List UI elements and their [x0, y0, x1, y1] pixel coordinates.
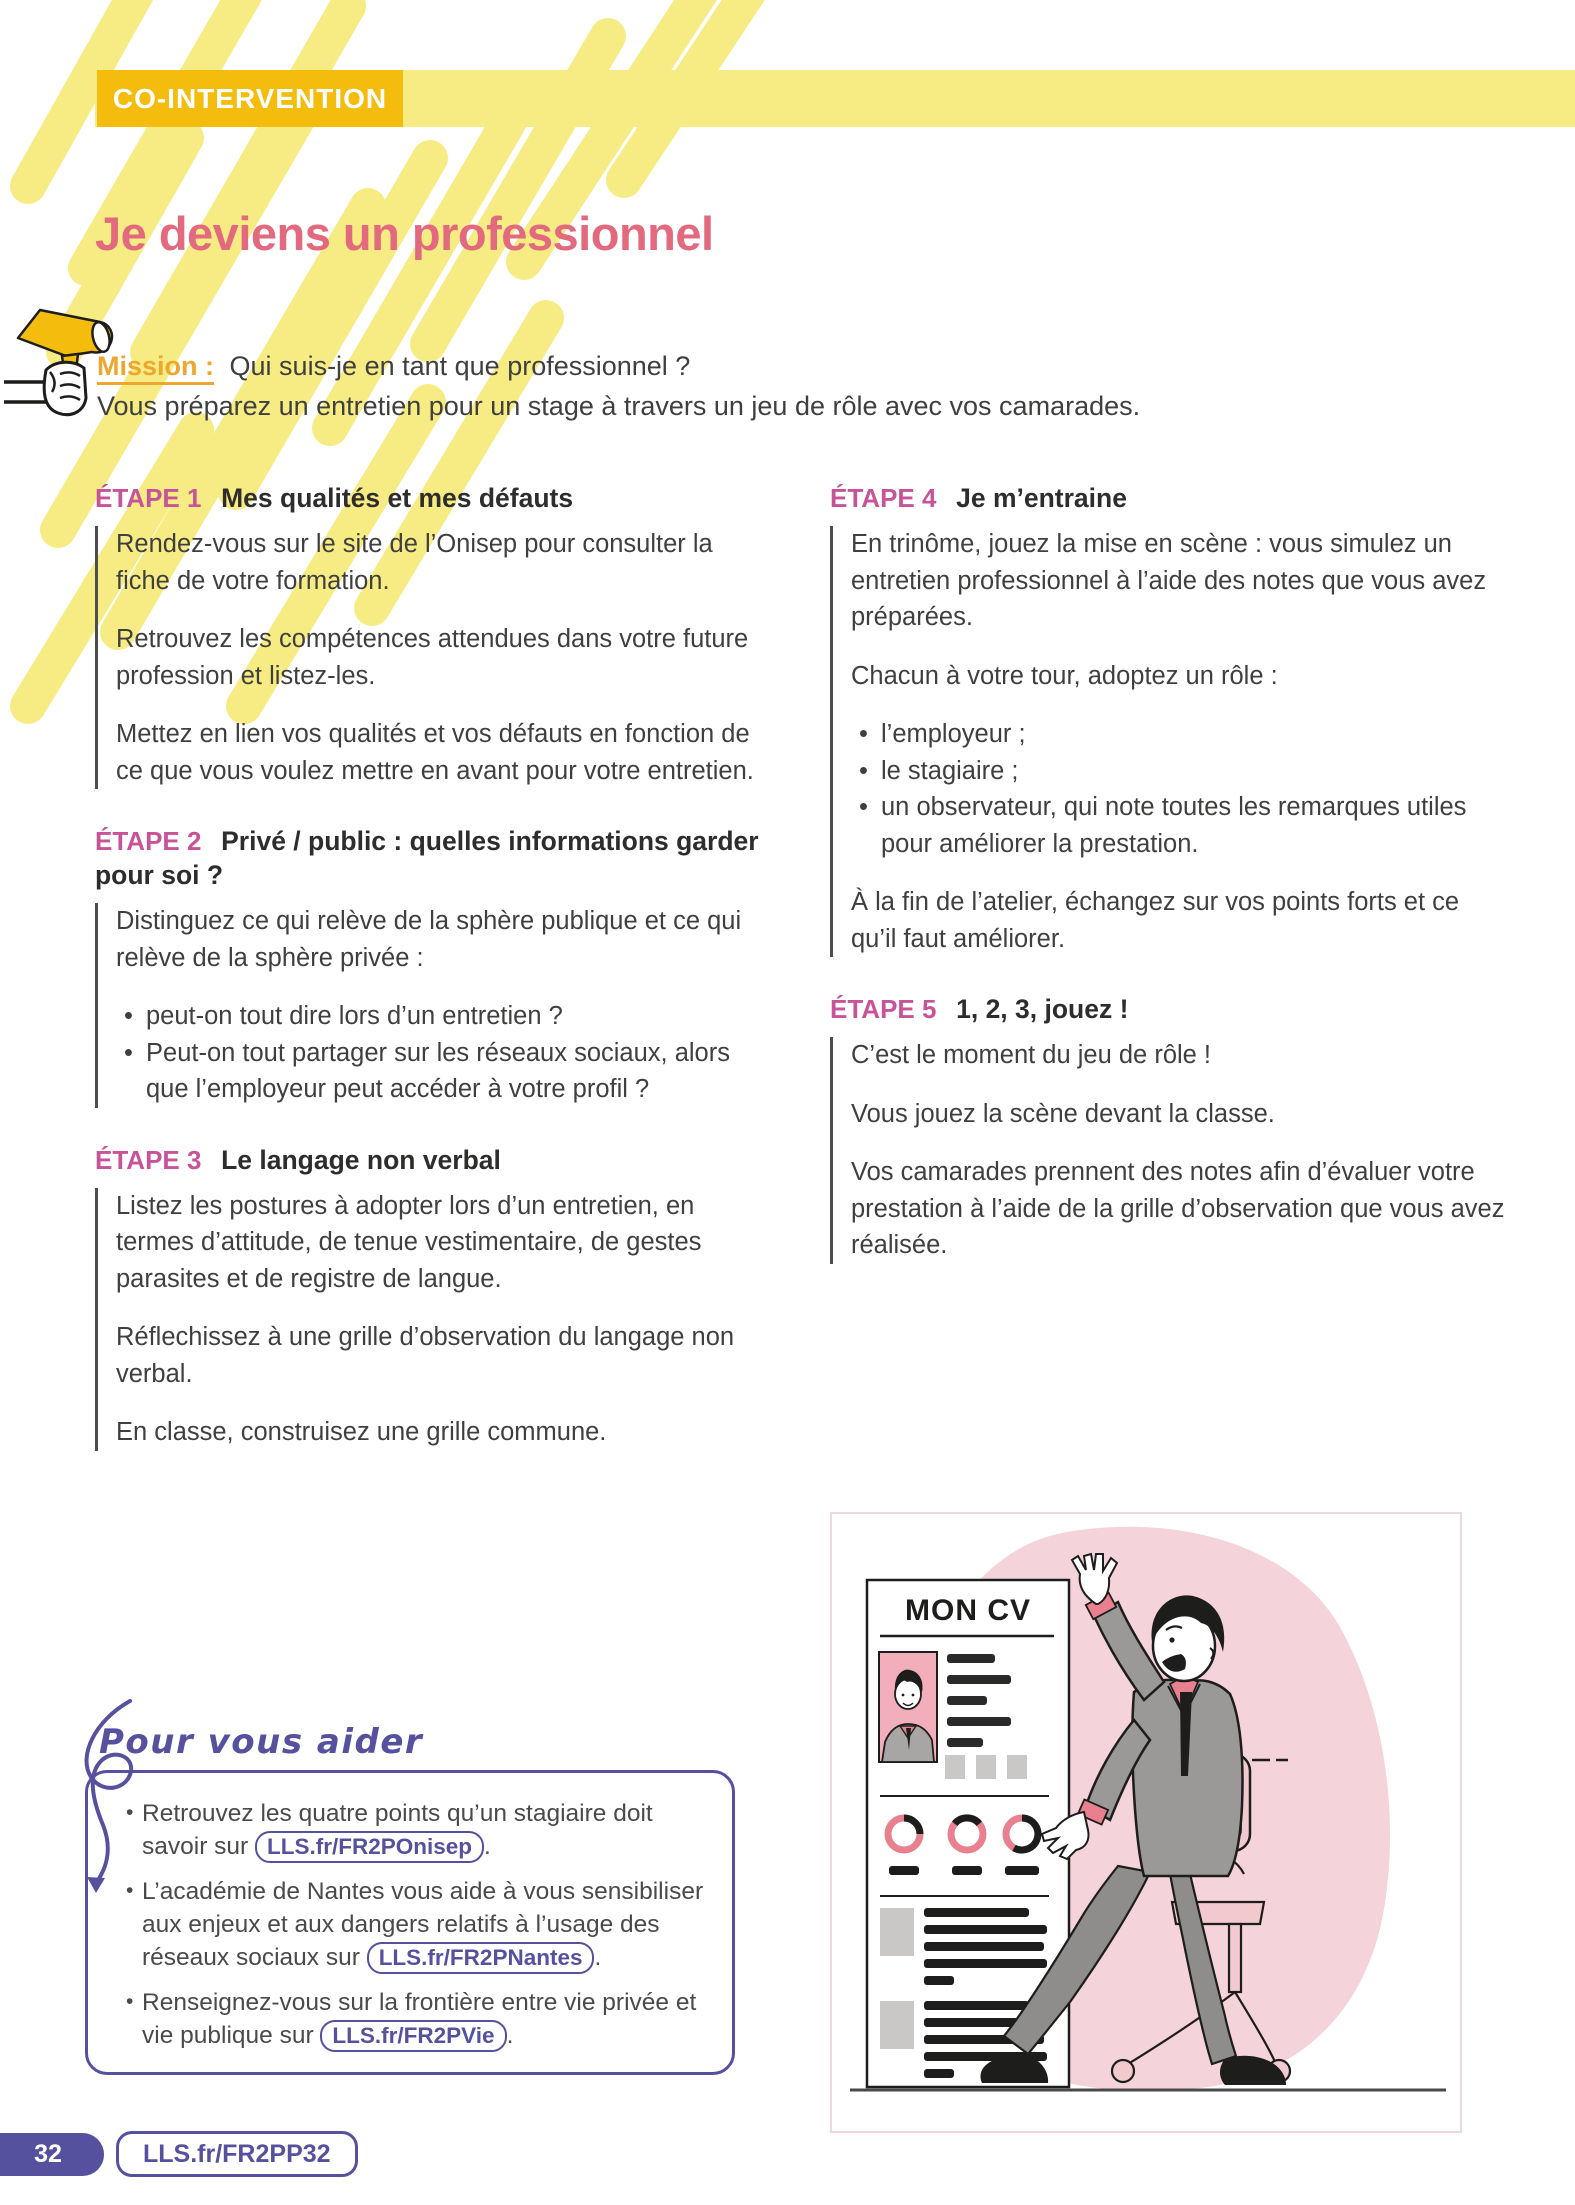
step-3-heading [95, 1144, 767, 1178]
list-item: • l’employeur ; [851, 716, 1506, 753]
step-2 [95, 825, 767, 1108]
step-5-body [830, 1037, 1506, 1264]
paragraph: Vos camarades prennent des notes afin d’évaluer votre prestation à l’aide de la grille d’observation que vous avez réalisée. [851, 1158, 1505, 1259]
step-4-label: ÉTAPE 4 [830, 483, 937, 513]
help-list [126, 1797, 706, 2052]
paragraph: En classe, construisez une grille commune. [116, 1418, 607, 1446]
footer-link-label: LLS.fr/FR2PP32 [143, 2139, 331, 2168]
help-text: Renseignez-vous sur la frontière entre vie privée et vie publique sur [142, 1989, 697, 2049]
step-3-title: Le langage non verbal [221, 1144, 501, 1175]
mission-line-1 [97, 346, 1277, 386]
page-number: 32 [34, 2140, 62, 2168]
step-2-heading [95, 825, 767, 893]
list-item: • un observateur, qui note toutes les remarques utiles pour améliorer la prestation. [851, 789, 1506, 862]
help-text: Retrouvez les quatre points qu’un stagiaire doit savoir sur [142, 1800, 653, 1860]
paragraph: Distinguez ce qui relève de la sphère publique et ce qui relève de la sphère privée : [116, 907, 742, 972]
paragraph: Chacun à votre tour, adoptez un rôle : [851, 661, 1278, 690]
mission-line-2: Vous préparez un entretien pour un stage à travers un jeu de rôle avec vos camarades. [97, 391, 1141, 421]
paragraph: En trinôme, jouez la mise en scène : vous simulez un entretien professionnel à l’aide des notes que vous avez préparées. [851, 530, 1487, 631]
step-4 [830, 482, 1506, 957]
mission-label: Mission : [97, 351, 214, 385]
mission-question: Qui suis-je en tant que professionnel ? [229, 351, 691, 381]
step-4-heading [830, 482, 1506, 516]
step-5-title: 1, 2, 3, jouez ! [956, 994, 1129, 1024]
step-1-title: Mes qualités et mes défauts [221, 483, 574, 513]
help-text: . [506, 2022, 514, 2049]
step-1-label: ÉTAPE 1 [95, 483, 202, 513]
list-item: • le stagiaire ; [851, 753, 1506, 790]
paragraph: Mettez en lien vos qualités et vos défauts en fonction de ce que vous voulez mettre en avant pour votre entretien. [116, 720, 754, 785]
help-section [85, 1722, 735, 2075]
section-banner [97, 70, 403, 127]
link-pill-nantes[interactable]: LLS.fr/FR2PNantes [367, 1942, 595, 1974]
step-2-label: ÉTAPE 2 [95, 826, 202, 856]
step-3-body [95, 1188, 767, 1451]
step-1-heading [95, 482, 767, 516]
cv-illustration [830, 1512, 1462, 2133]
paragraph: Retrouvez les compétences attendues dans votre future profession et listez-les. [116, 625, 749, 690]
help-item [126, 1797, 706, 1863]
paragraph: Rendez-vous sur le site de l’Onisep pour consulter la fiche de votre formation. [116, 530, 713, 595]
step-1-body [95, 526, 767, 789]
step-3 [95, 1144, 767, 1451]
help-item [126, 1986, 706, 2052]
step-5 [830, 993, 1506, 1264]
step-3-label: ÉTAPE 3 [95, 1144, 202, 1175]
paragraph: Listez les postures à adopter lors d’un entretien, en termes d’attitude, de tenue vestimentaire, de gestes parasites et de registre de langue. [116, 1191, 702, 1293]
cv-title: MON CV [905, 1594, 1031, 1627]
step-5-heading [830, 993, 1506, 1027]
help-text: . [594, 1944, 602, 1971]
help-text: L’académie de Nantes vous aide à vous sensibiliser aux enjeux et aux dangers relatifs à l’usage des réseaux sociaux sur [142, 1878, 704, 1971]
step-4-bullet-list [851, 716, 1506, 862]
help-box [85, 1770, 735, 2075]
paragraph: Réflechissez à une grille d’observation du langage non verbal. [116, 1323, 735, 1388]
help-item [126, 1875, 706, 1974]
right-column [830, 482, 1506, 1300]
footer-link-pill[interactable] [116, 2131, 358, 2177]
paragraph: C’est le moment du jeu de rôle ! [851, 1041, 1212, 1069]
step-4-title: Je m’entraine [956, 483, 1127, 513]
cv-donut-labels [889, 1866, 1039, 1875]
link-pill-onisep[interactable]: LLS.fr/FR2POnisep [255, 1831, 484, 1863]
help-title: Pour vous aider [99, 1722, 424, 1762]
step-2-bullet-list [116, 998, 767, 1108]
step-2-body [95, 903, 767, 1108]
mission-block [97, 346, 1277, 426]
step-4-body [830, 526, 1506, 957]
help-text: . [484, 1833, 491, 1860]
list-item: • Peut-on tout partager sur les réseaux sociaux, alors que l’employeur peut accéder à votre profil ? [116, 1035, 767, 1108]
page-title: Je deviens un professionnel [95, 207, 714, 260]
step-1 [95, 482, 767, 789]
step-5-label: ÉTAPE 5 [830, 994, 937, 1024]
section-banner-label: CO-INTERVENTION [112, 82, 388, 114]
paragraph: À la fin de l’atelier, échangez sur vos points forts et ce qu’il faut améliorer. [851, 888, 1460, 953]
page-number-badge [0, 2133, 104, 2176]
step-2-title: Privé / public : quelles informations garder pour soi ? [95, 826, 759, 890]
cv-photo [879, 1652, 937, 1762]
link-pill-vie[interactable]: LLS.fr/FR2PVie [320, 2020, 506, 2052]
cv-illustration-svg [832, 1514, 1460, 2131]
left-column [95, 482, 767, 1487]
list-item: • peut-on tout dire lors d’un entretien ? [116, 998, 767, 1035]
paragraph: Vous jouez la scène devant la classe. [851, 1099, 1275, 1128]
cv-gray-squares [945, 1755, 1027, 1779]
